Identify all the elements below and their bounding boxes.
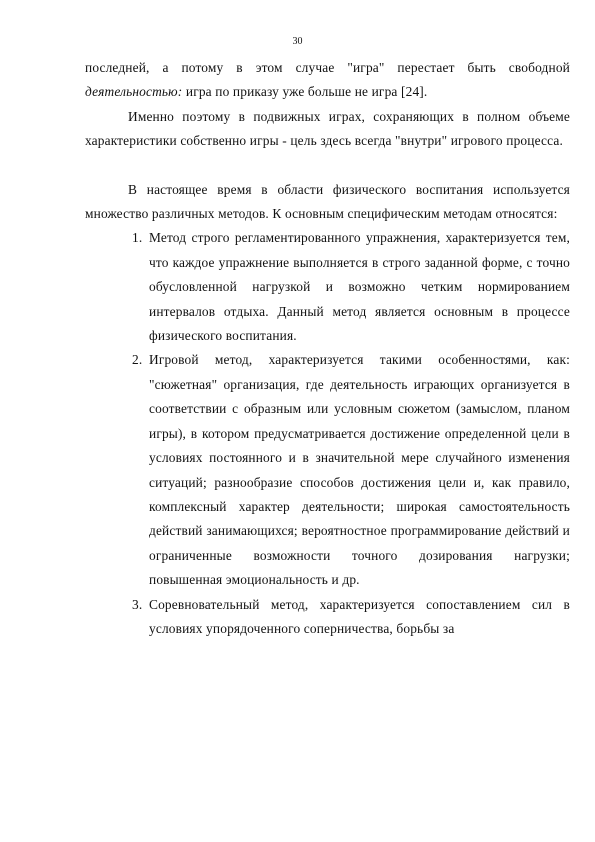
paragraph-text-end: игра по приказу уже больше не игра [24]. <box>182 84 428 100</box>
paragraph-methods-intro: В настоящее время в области физического воспитания используется множество различных методов. К основным специфическим методам относятся: <box>85 181 570 222</box>
document-body <box>85 56 570 641</box>
page-number: 30 <box>292 36 303 47</box>
list-item-number: 3. <box>132 596 143 612</box>
methods-list <box>85 226 570 641</box>
paragraph-text: последней, а потому в этом случае "игра" перестает быть свободной <box>85 60 570 75</box>
list-item-number: 1. <box>132 230 143 246</box>
list-item-text: Игровой метод, характеризуется такими особенностями, как: "сюжетная" организация, где деятельность играющих организуется в соответствии с образным или условным сюжетом (замыслом, планом игры), в котором предусматривается достижение определенной цели в условиях постоянного и в значительной мере случайного изменения ситуаций; разнообразие способов достижения цели и, как правило, комплексный характер деятельности; широкая самостоятельность действий занимающихся; вероятностное программирование действий и ограниченные возможности точного дозирования нагрузки; повышенная эмоциональность и др. <box>149 352 570 588</box>
paragraph-gap <box>85 154 570 178</box>
list-item-number: 2. <box>132 352 143 368</box>
italic-term: деятельностью: <box>85 84 183 100</box>
list-item-text: Метод строго регламентированного упражнения, характеризуется тем, что каждое упражнение выполняется в строго заданной форме, с точно обусловленной нагрузкой и возможно четким нормированием интервалов отдыха. Данный метод является основным в процессе физического воспитания. <box>149 230 570 344</box>
list-item <box>85 348 570 592</box>
paragraph-outdoor-games: Именно поэтому в подвижных играх, сохраняющих в полном объеме характеристики собственно игры - цель здесь всегда "внутри" игрового процесса. <box>85 108 570 149</box>
list-item <box>85 593 570 642</box>
list-item <box>85 226 570 348</box>
list-item-text: Соревновательный метод, характеризуется сопоставлением сил в условиях упорядоченного соперничества, борьбы за <box>149 596 570 636</box>
paragraph-continuation <box>85 56 570 105</box>
